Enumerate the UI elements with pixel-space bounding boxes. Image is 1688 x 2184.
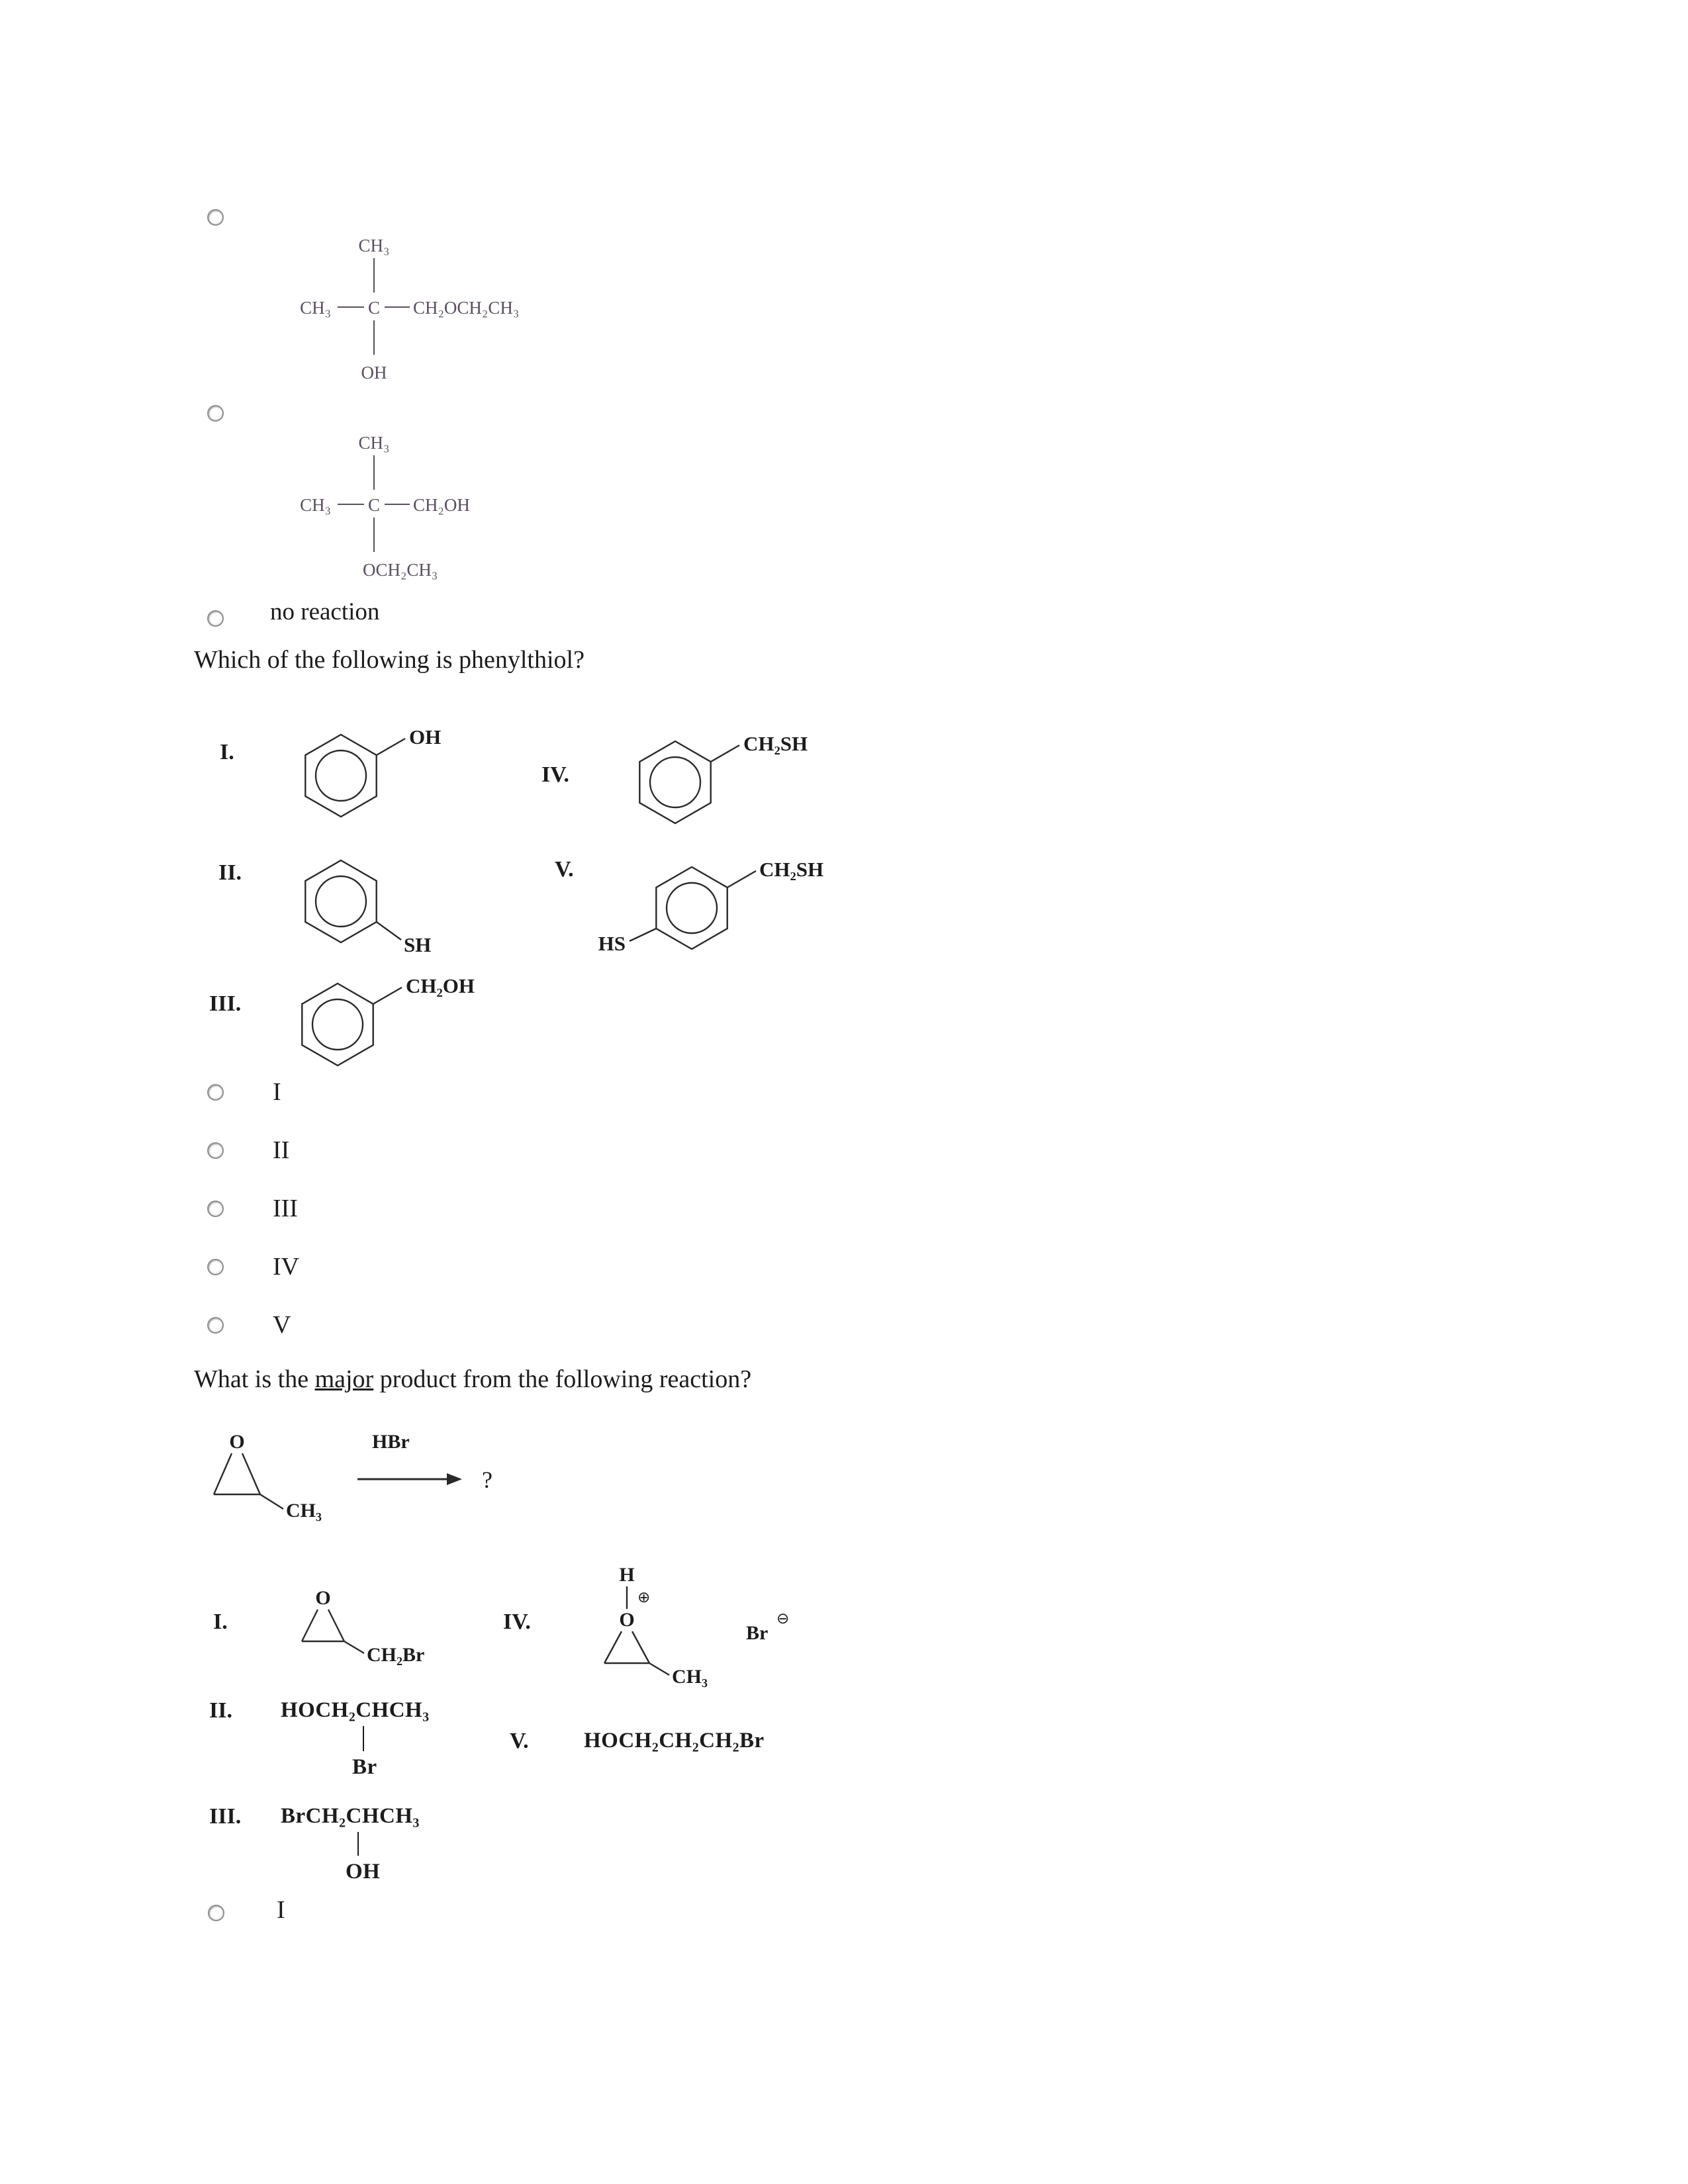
reaction-scheme (199, 1416, 530, 1535)
structure-candidate-V-disubstituted (592, 842, 870, 981)
candidate-V-numeral: V. (555, 857, 574, 882)
reagent-label: HBr (372, 1431, 410, 1453)
central-carbon: C (367, 495, 381, 515)
structure-candidate-I-phenol (285, 709, 496, 832)
candidate-I-numeral: I. (220, 740, 234, 764)
bond-line (363, 1726, 364, 1751)
bond-line (630, 929, 656, 941)
radio-structure-option-1[interactable] (207, 209, 224, 226)
epoxide-oxygen: O (229, 1431, 245, 1453)
structure-option-1 (265, 225, 596, 387)
bromide-label: Br (746, 1622, 769, 1644)
epoxide-oxygen: O (315, 1587, 331, 1609)
radio-answer-I[interactable] (207, 1084, 224, 1101)
substituent-label: CH₂Br (367, 1644, 425, 1666)
radio-answer-IV-label: IV (273, 1253, 300, 1281)
bond-line (373, 987, 402, 1004)
bond-line (260, 1494, 283, 1509)
question-prefix: What is the (194, 1365, 315, 1393)
bond-line (328, 1610, 344, 1641)
radio-structure-option-2[interactable] (207, 405, 224, 422)
structure-candidate-III-benzyl-alcohol (281, 958, 520, 1081)
substituent-bottom: OCH₂CH₃ (363, 560, 438, 580)
substituent-top: CH₃ (358, 236, 390, 255)
central-carbon: C (367, 298, 381, 318)
choice-II-formula: HOCH₂CHCH₃ (281, 1698, 430, 1722)
choice-II-below-label: Br (352, 1755, 377, 1779)
benzene-circle (667, 883, 717, 933)
epoxide-oxygen: O (619, 1609, 635, 1631)
bond-line (242, 1453, 260, 1494)
minus-charge-icon: ⊖ (776, 1610, 790, 1627)
substituent-label-bottom: HS (598, 932, 626, 955)
substituent-label: SH (404, 933, 432, 956)
bond-line (377, 922, 401, 940)
reactant-substituent: CH₃ (286, 1500, 322, 1522)
radio-answer-V[interactable] (207, 1317, 224, 1334)
radio-answer-IV[interactable] (207, 1259, 224, 1275)
bond-line (711, 745, 739, 762)
bond-line (649, 1663, 669, 1675)
bond-line (357, 1832, 359, 1856)
candidate-IV-numeral: IV. (541, 762, 569, 787)
bond-line (214, 1453, 232, 1494)
major-product-question-text (194, 1365, 751, 1394)
candidate-II-numeral: II. (218, 860, 242, 885)
structure-candidate-II-thiophenol (285, 835, 496, 968)
radio-answer-II-label: II (273, 1136, 290, 1164)
plus-charge-icon: ⊕ (637, 1589, 651, 1606)
benzene-circle (650, 757, 700, 807)
substituent-left: CH₃ (300, 495, 331, 515)
question-underlined-word: major (314, 1365, 374, 1393)
substituent-label: CH₂OH (406, 974, 475, 997)
radio-answer-II[interactable] (207, 1142, 224, 1159)
phenylthiol-question-text: Which of the following is phenylthiol? (194, 646, 585, 674)
substituent-right: CH₂OH (413, 495, 470, 515)
radio-final-answer-I-label: I (277, 1896, 285, 1924)
structure-candidate-IV-benzyl-thiol (619, 716, 857, 839)
choice-I-numeral: I. (213, 1610, 228, 1634)
structure-option-2 (265, 422, 596, 584)
choice-IV-numeral: IV. (503, 1610, 531, 1634)
choice-III-numeral: III. (209, 1804, 242, 1829)
substituent-bottom: OH (361, 363, 387, 383)
choice-V-formula: HOCH₂CH₂CH₂Br (584, 1729, 765, 1752)
bond-line (632, 1631, 649, 1663)
radio-answer-III-label: III (273, 1195, 298, 1222)
choice-II-numeral: II. (209, 1698, 232, 1723)
bond-line (727, 871, 756, 887)
substituent-label: CH₂SH (743, 732, 808, 755)
no-reaction-label: no reaction (270, 598, 380, 625)
radio-answer-III[interactable] (207, 1201, 224, 1217)
reaction-arrow-head (447, 1473, 462, 1485)
candidate-III-numeral: III. (209, 991, 242, 1016)
substituent-left: CH₃ (300, 298, 331, 318)
bond-line (302, 1610, 318, 1641)
radio-answer-V-label: V (273, 1311, 291, 1339)
structure-choice-I (285, 1582, 503, 1681)
bond-line (344, 1641, 364, 1653)
substituent-label: CH₃ (672, 1666, 708, 1688)
substituent-label-top: CH₂SH (759, 858, 824, 881)
bond-line (604, 1631, 622, 1663)
choice-III-formula: BrCH₂CHCH₃ (281, 1804, 420, 1828)
benzene-circle (312, 999, 363, 1050)
benzene-circle (316, 751, 366, 801)
substituent-label: OH (409, 725, 442, 749)
structure-choice-IV (579, 1559, 870, 1711)
question-suffix: product from the following reaction? (373, 1365, 752, 1393)
radio-answer-I-label: I (273, 1078, 281, 1106)
radio-no-reaction[interactable] (207, 610, 224, 627)
bond-line (377, 739, 405, 755)
substituent-top: CH₃ (358, 433, 390, 453)
proton-label: H (619, 1564, 635, 1586)
choice-III-below-label: OH (346, 1860, 381, 1884)
radio-final-answer-I[interactable] (208, 1905, 224, 1921)
choice-V-numeral: V. (510, 1729, 529, 1753)
benzene-circle (316, 876, 366, 927)
substituent-right: CH₂OCH₂CH₃ (413, 298, 520, 318)
question-mark: ? (482, 1467, 492, 1493)
